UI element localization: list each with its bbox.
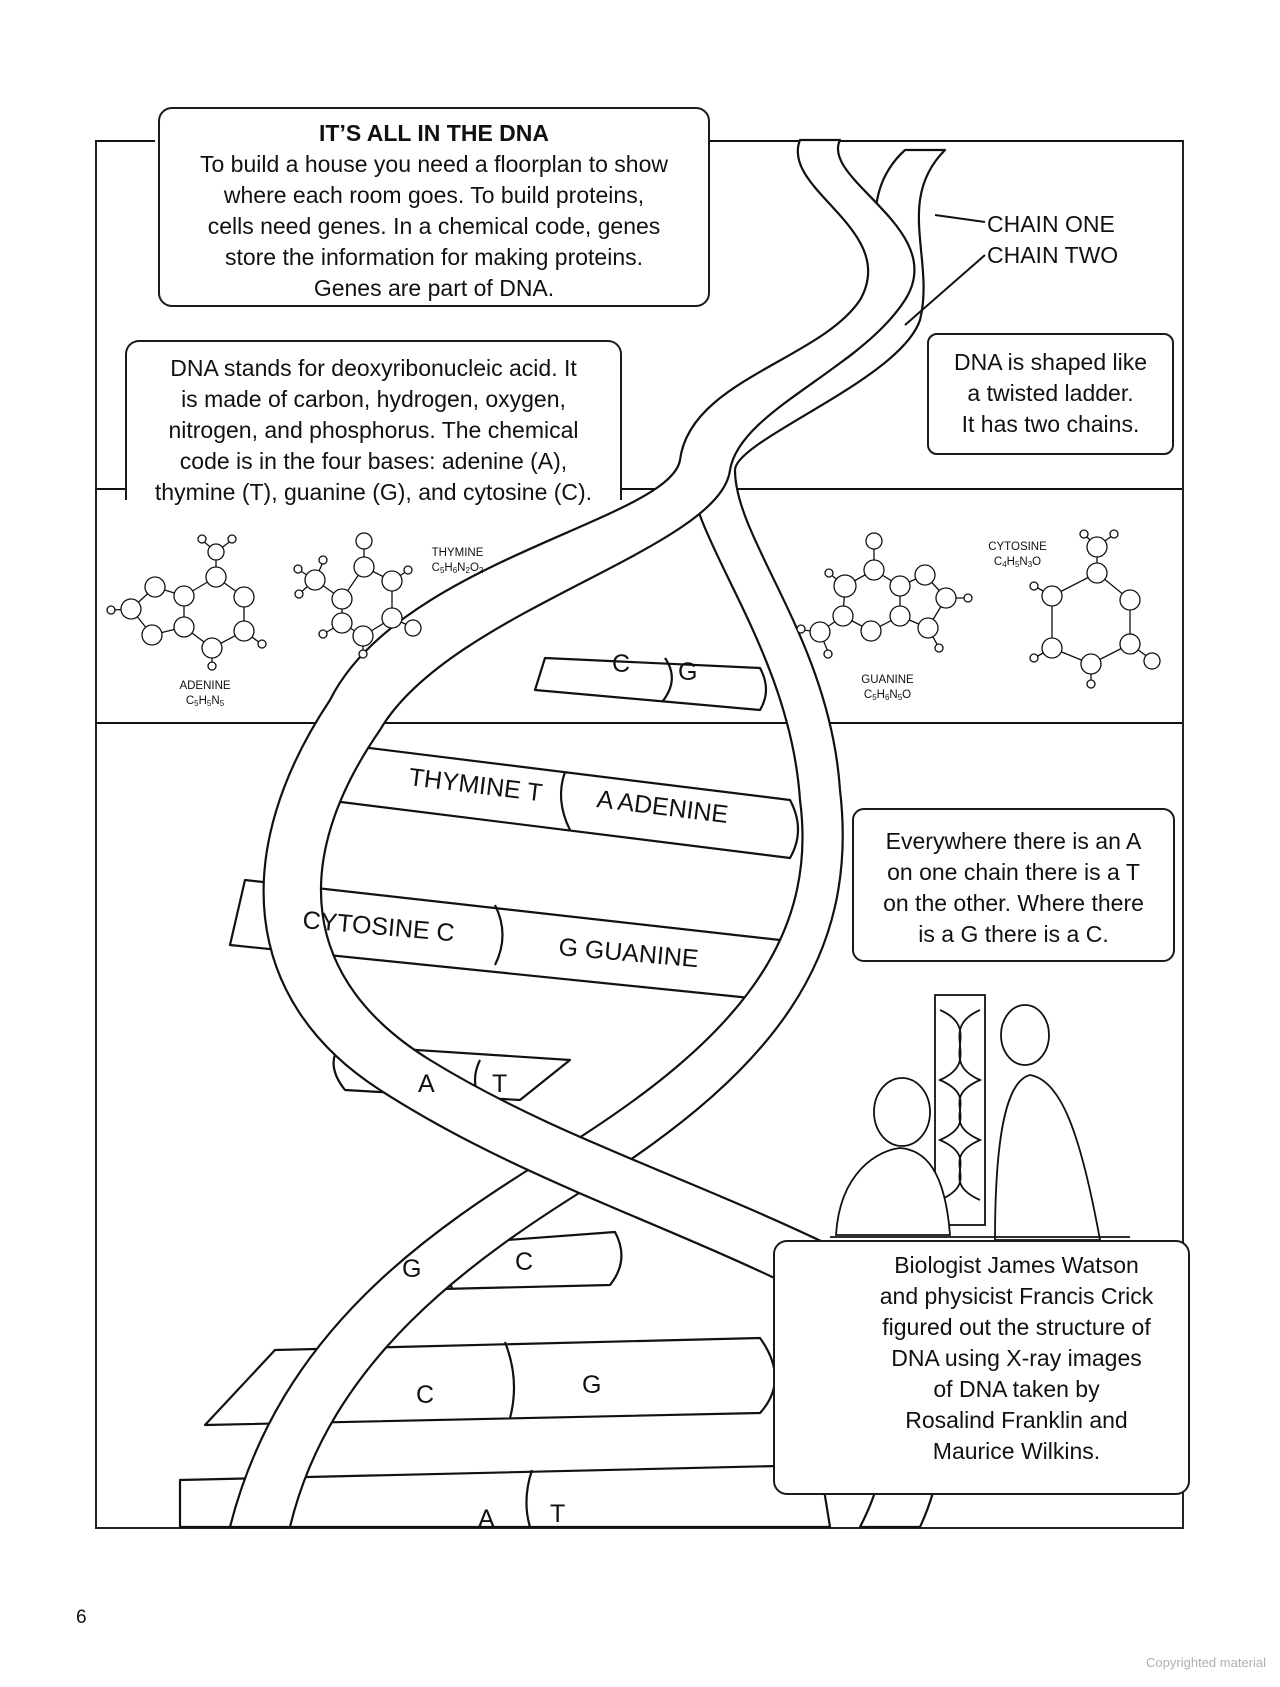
definition-line-4: code is in the four bases: adenine (A), [179,448,568,474]
adenine-name: ADENINE [179,680,231,692]
thymine-name: THYMINE [431,547,484,559]
shape-callout-box [927,333,1174,455]
intro-callout-box [158,107,710,307]
shape-line-2: a twisted ladder. [967,380,1134,406]
chain-two-label: CHAIN TWO [987,242,1119,268]
rung-4-right: T [492,1070,508,1098]
thymine-formula: $C_5H_6N_2O_2$ [431,562,484,575]
rung-2-left: THYMINE T [407,763,544,808]
intro-line-4: store the information for making proteins. [224,244,644,270]
watson-crick-illustration [830,995,1130,1240]
definition-line-3: nitrogen, and phosphorus. The chemical [168,417,579,443]
pairing-line-4: is a G there is a C. [918,921,1109,947]
history-line-1: Biologist James Watson [894,1252,1139,1278]
cytosine-label [980,540,1055,570]
history-line-7: Maurice Wilkins. [932,1438,1101,1464]
shape-line-3: It has two chains. [961,411,1140,437]
rung-6-left: C [416,1381,435,1409]
adenine-formula: $C_5H_5N_5$ [185,695,225,708]
rung-4-left: A [418,1070,435,1098]
page-number: 6 [76,1607,87,1628]
history-line-5: of DNA taken by [933,1376,1100,1402]
copyright-notice: Copyrighted material [1146,1655,1266,1670]
pairing-line-2: on one chain there is a T [887,859,1140,885]
intro-line-1: To build a house you need a floorplan to show [200,151,668,177]
pairing-line-1: Everywhere there is an A [885,828,1142,854]
intro-line-5: Genes are part of DNA. [313,275,555,301]
intro-line-3: cells need genes. In a chemical code, genes [207,213,661,239]
guanine-label [850,673,925,703]
pairing-callout-box [852,808,1175,962]
shape-line-1: DNA is shaped like [953,349,1148,375]
rung-7-left: A [478,1505,495,1533]
rung-6-right: G [582,1371,602,1399]
guanine-structure [797,533,972,658]
history-line-2: and physicist Francis Crick [879,1283,1154,1309]
definition-line-1: DNA stands for deoxyribonucleic acid. It [170,355,577,381]
pairing-line-3: on the other. Where there [883,890,1144,916]
rung-1-left: C [612,650,631,678]
history-line-6: Rosalind Franklin and [905,1407,1128,1433]
rung-3-left: CYTOSINE C [301,906,456,948]
definition-callout-box [125,340,622,505]
intro-title: IT’S ALL IN THE DNA [319,120,549,146]
adenine-structure [107,535,266,670]
rung-5-left: G [402,1255,422,1283]
rung-5-right: C [515,1248,534,1276]
guanine-formula: $C_5H_6N_5O$ [863,689,912,702]
definition-line-5: thymine (T), guanine (G), and cytosine (C). [154,479,593,505]
cytosine-formula: $C_4H_5N_3O$ [993,556,1042,569]
cytosine-name: CYTOSINE [988,541,1047,553]
history-callout-box [773,1240,1190,1495]
definition-line-2: is made of carbon, hydrogen, oxygen, [181,386,566,412]
intro-line-2: where each room goes. To build proteins, [223,182,645,208]
history-line-3: figured out the structure of [882,1314,1151,1340]
rung-2-right: A ADENINE [595,785,730,830]
guanine-name: GUANINE [861,674,914,686]
adenine-label [170,679,240,709]
rung-7-right: T [550,1500,566,1528]
history-line-4: DNA using X-ray images [891,1345,1142,1371]
rung-1-right: G [678,658,698,686]
chain-one-label: CHAIN ONE [987,211,1115,237]
thymine-label [420,546,495,576]
rung-3-right: G GUANINE [557,933,700,974]
